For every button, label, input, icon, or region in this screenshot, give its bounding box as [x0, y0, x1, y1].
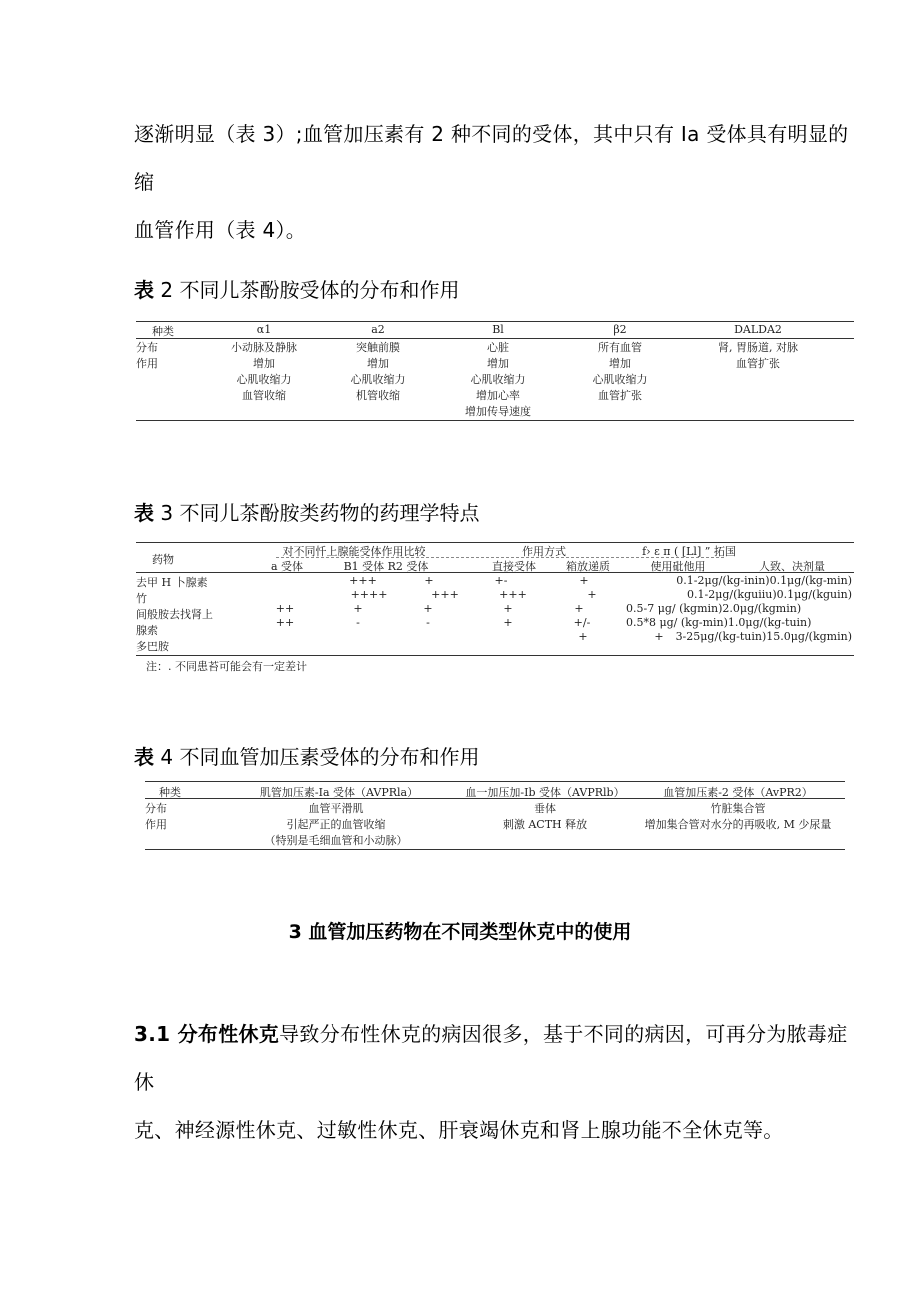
table2-cell: 增加 [367, 357, 389, 370]
table2-cell: 心肌收缩力 [470, 373, 526, 386]
table3-cell: +- [494, 574, 508, 587]
section-line-1 [134, 1010, 864, 1106]
table3-cell: - [426, 616, 430, 629]
table3-cell: +/- [573, 616, 591, 629]
table2-cell: 小动脉及静脉 [231, 341, 297, 354]
table3-drug-name: 腺索 [136, 624, 158, 637]
section-heading: 3 血管加压药物在不同类型休克中的使用 [288, 921, 632, 943]
table4-cell: 刺激 ACTH 释放 [502, 818, 588, 831]
table3-header-group-dose: f› ɛ π ( [Ll] ” 拓国 [642, 545, 736, 558]
table2-cell: 心脏 [487, 341, 509, 354]
table3-header-drug: 药物 [152, 553, 174, 566]
table3-note: 注：. 不同患苔可能会有一定差计 [146, 660, 307, 673]
table2-top-rule [136, 321, 854, 322]
table2-header-alpha2: a2 [371, 323, 385, 336]
table3-cell: + [578, 630, 588, 643]
table2-cell: 所有血管 [598, 341, 642, 354]
table3-cell: + [423, 602, 433, 615]
table3-cell: + [654, 630, 664, 643]
table3 [136, 540, 854, 675]
table2-header-beta1: Bl [492, 323, 504, 336]
table2-cell: 增加心率 [476, 389, 520, 402]
table4-row-label-distribution: 分布 [145, 802, 167, 815]
table3-header-group-receptor: 对不同忏上腺能受体作用比较 [282, 545, 426, 558]
table4-cell: 血管平滑肌 [308, 802, 364, 815]
table4-header-kind: 种类 [159, 786, 181, 799]
table2-cell: 增加 [487, 357, 509, 370]
table2-bottom-rule [136, 420, 854, 421]
table4 [145, 778, 845, 853]
table3-drug-name: 间般胺去找肾上 [136, 608, 213, 621]
table3-caption [134, 497, 479, 526]
table2-cell: 血管收缩 [242, 389, 286, 402]
table4-bottom-rule [145, 849, 845, 850]
table2-cell: 心肌收缩力 [236, 373, 292, 386]
table3-cell: + [424, 574, 434, 587]
table2-cell: 心肌收缩力 [592, 373, 648, 386]
table3-cell: ++ [275, 602, 295, 615]
table3-cell-dose: 0.5*8 μg/ (kg-min)1.0μg/(kg-tuin) [626, 616, 812, 629]
table3-cell: +++ [499, 588, 527, 601]
table3-drug-name: 竹 [136, 592, 147, 605]
table2-cell: 突触前膜 [356, 341, 400, 354]
table4-caption-text: 4 不同血管加压素受体的分布和作用 [154, 745, 480, 769]
table2-caption [134, 274, 459, 303]
table3-subheader: 人致、决剂量 [759, 560, 825, 573]
table3-top-rule [136, 542, 854, 543]
table4-cell: 增加集合管对水分的再吸收, M 少尿量 [644, 818, 832, 831]
table4-caption [134, 741, 479, 770]
table3-subheader: B1 受体 R2 受体 [343, 560, 429, 573]
table2 [136, 318, 854, 423]
table3-cell: + [574, 602, 584, 615]
table3-subheader: 直接受体 [492, 560, 536, 573]
section-line-2: 克、神经源性休克、过敏性休克、肝衰竭休克和肾上腺功能不全休克等。 [134, 1118, 784, 1142]
table3-subheader: 箱放递质 [566, 560, 610, 573]
table2-caption-prefix: 表 [134, 278, 154, 302]
table4-cell: 引起严正的血管收缩 [286, 818, 386, 831]
table3-header-group-mode: 作用方式 [522, 545, 566, 558]
subsection-title: 3.1 分布性休克 [134, 1022, 280, 1046]
table2-cell: 血管扩张 [598, 389, 642, 402]
table4-top-rule [145, 781, 845, 782]
table2-cell: 心肌收缩力 [350, 373, 406, 386]
table2-cell: 机管收缩 [356, 389, 400, 402]
table3-cell: + [353, 602, 363, 615]
table4-cell: 垂体 [534, 802, 556, 815]
table4-header-v2: 血管加压素-2 受体（AvPR2） [663, 786, 813, 799]
table3-cell: +++ [349, 574, 377, 587]
table3-cell: ++ [275, 616, 295, 629]
table2-header-beta2: β2 [613, 323, 627, 336]
table2-cell: 增加 [253, 357, 275, 370]
table3-drug-name: 去甲 H 卜腺素 [136, 576, 208, 589]
table2-cell: 血管扩张 [736, 357, 780, 370]
table2-cell: 增加传导速度 [465, 405, 531, 418]
table3-drug-name: 多巴胺 [136, 640, 169, 653]
table3-bottom-rule [136, 655, 854, 656]
table3-cell: + [503, 602, 513, 615]
intro-paragraph [134, 110, 864, 254]
table4-row-label-action: 作用 [145, 818, 167, 831]
table4-cell: 竹脏集合管 [710, 802, 766, 815]
table4-caption-prefix: 表 [134, 745, 154, 769]
table2-caption-text: 2 不同儿茶酚胺受体的分布和作用 [154, 278, 460, 302]
table3-cell-dose: 0.5-7 μg/ (kgmin)2.0μg/(kgmin) [626, 602, 802, 615]
table3-caption-prefix: 表 [134, 501, 154, 525]
table3-cell: - [356, 616, 360, 629]
table3-subheader: 使用砒他用 [650, 560, 706, 573]
table3-cell: + [579, 574, 589, 587]
table2-header-dalda2: DALDA2 [734, 323, 782, 336]
table3-cell: + [503, 616, 513, 629]
table3-caption-text: 3 不同儿茶酚胺类药物的药理学特点 [154, 501, 480, 525]
table3-cell: + [587, 588, 597, 601]
table2-header-kind: 种类 [152, 325, 174, 338]
table4-header-ia: 肌管加压素-Ia 受体（AVPRla） [259, 786, 419, 799]
table2-cell: 肾, 胃肠道, 对脉 [718, 341, 798, 354]
table2-row-label-distribution: 分布 [136, 341, 158, 354]
table2-cell: 增加 [609, 357, 631, 370]
table3-cell-dose: 0.1-2μg/(kg-inin)0.1μg/(kg-min) [676, 574, 852, 587]
table2-header-alpha1: α1 [256, 323, 272, 336]
table4-header-ib: 血一加压加-Ib 受体（AVPRlb） [465, 786, 625, 799]
section-text-1: 导致分布性休克的病因很多，基于不同的病因，可再分为脓毒症休 [134, 1022, 848, 1094]
table4-cell: （特别是毛细血管和小动脉） [264, 834, 408, 847]
intro-line-1: 逐渐明显（表 3）;血管加压素有 2 种不同的受体，其中只有 Ia 受体具有明显的缩 [134, 122, 849, 194]
table3-cell-dose: 3-25μg/(kg-tuin)15.0μg/(kgmin) [675, 630, 852, 643]
table3-cell: ++++ [350, 588, 388, 601]
table2-row-label-action: 作用 [136, 357, 158, 370]
intro-line-2: 血管作用（表 4）。 [134, 218, 307, 242]
section-paragraph [134, 1010, 864, 1154]
table3-cell: +++ [431, 588, 459, 601]
table3-subheader: a 受体 [270, 560, 304, 573]
table3-cell-dose: 0.1-2μg/(kguiiu)0.1μg/(kguin) [687, 588, 852, 601]
